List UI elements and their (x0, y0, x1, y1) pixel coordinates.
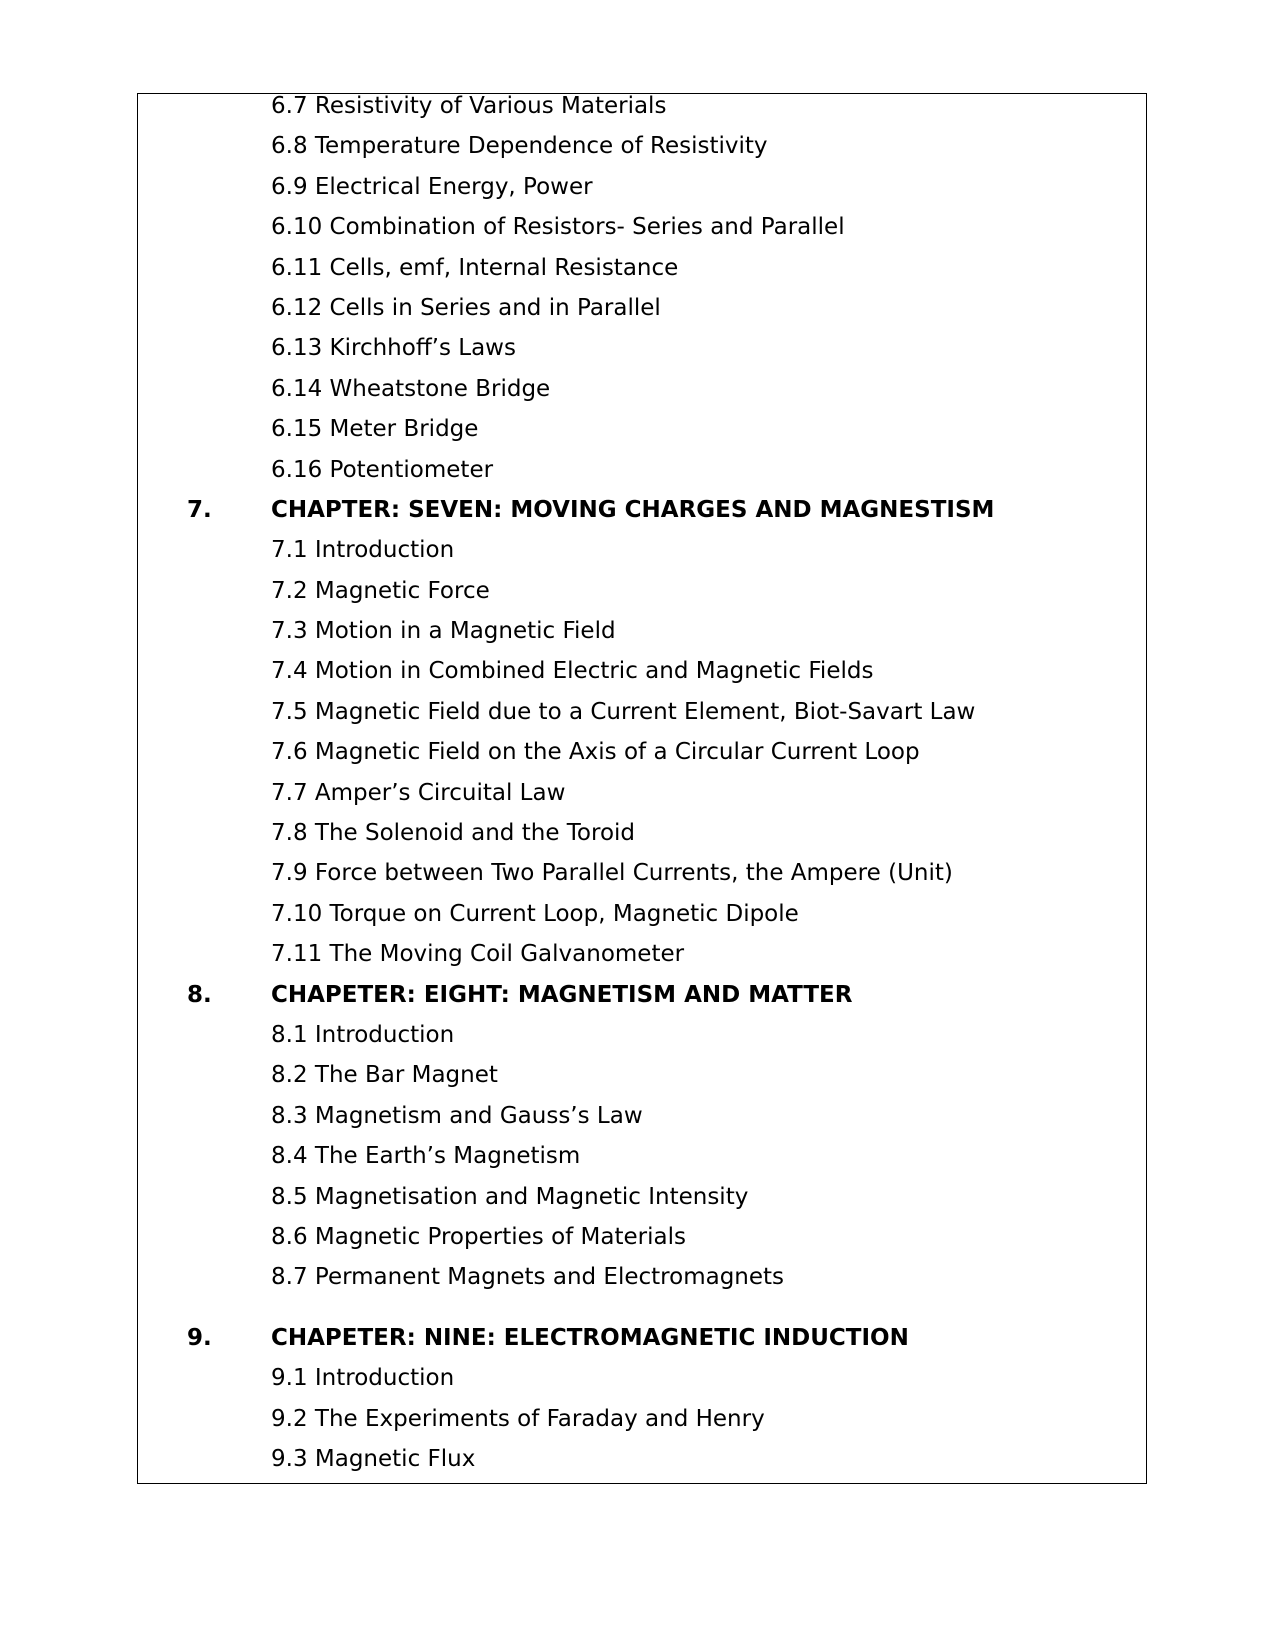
toc-item-text: 6.14 Wheatstone Bridge (271, 375, 551, 402)
toc-item-text: 7.4 Motion in Combined Electric and Magnetic Fields (271, 658, 874, 685)
toc-item-text: 7.8 The Solenoid and the Toroid (271, 820, 636, 847)
toc-item (0, 126, 1275, 166)
toc-item (0, 248, 1275, 288)
chapter-heading (0, 1318, 1275, 1358)
toc-item-text: 7.7 Amper’s Circuital Law (271, 779, 566, 806)
toc-item (0, 692, 1275, 732)
toc-item (0, 409, 1275, 449)
toc-item (0, 450, 1275, 490)
toc-item (0, 207, 1275, 247)
toc-item-text: 7.3 Motion in a Magnetic Field (271, 618, 616, 645)
toc-item (0, 651, 1275, 691)
toc-item-text: 8.5 Magnetisation and Magnetic Intensity (271, 1183, 749, 1210)
toc-item-text: 6.15 Meter Bridge (271, 416, 479, 443)
toc-item (0, 773, 1275, 813)
toc-item (0, 1257, 1275, 1297)
chapter-number: 8. (187, 981, 212, 1008)
toc-item (0, 934, 1275, 974)
toc-item-text: 9.2 The Experiments of Faraday and Henry (271, 1405, 765, 1432)
chapter-number: 9. (187, 1324, 212, 1351)
chapter-heading (0, 975, 1275, 1015)
chapter-title: CHAPTER: SEVEN: MOVING CHARGES AND MAGNESTISM (271, 496, 995, 523)
table-of-contents (0, 86, 1275, 1479)
toc-item (0, 1439, 1275, 1479)
toc-item-text: 6.10 Combination of Resistors- Series and Parallel (271, 214, 845, 241)
toc-item-text: 6.8 Temperature Dependence of Resistivity (271, 133, 768, 160)
toc-item-text: 7.9 Force between Two Parallel Currents, the Ampere (Unit) (271, 860, 953, 887)
toc-item-text: 6.12 Cells in Series and in Parallel (271, 294, 661, 321)
toc-item-text: 8.1 Introduction (271, 1021, 455, 1048)
toc-item-text: 8.6 Magnetic Properties of Materials (271, 1223, 686, 1250)
toc-item (0, 1358, 1275, 1398)
chapter-title: CHAPETER: NINE: ELECTROMAGNETIC INDUCTION (271, 1324, 909, 1351)
toc-item-text: 6.13 Kirchhoff’s Laws (271, 335, 516, 362)
toc-item (0, 894, 1275, 934)
toc-item-text: 7.2 Magnetic Force (271, 577, 490, 604)
toc-item (0, 288, 1275, 328)
toc-item (0, 1136, 1275, 1176)
toc-item-text: 6.9 Electrical Energy, Power (271, 173, 593, 200)
toc-item (0, 1096, 1275, 1136)
toc-item-text: 8.2 The Bar Magnet (271, 1062, 498, 1089)
toc-item-text: 7.11 The Moving Coil Galvanometer (271, 941, 685, 968)
toc-item (0, 167, 1275, 207)
chapter-title: CHAPETER: EIGHT: MAGNETISM AND MATTER (271, 981, 853, 1008)
toc-item-text: 7.10 Torque on Current Loop, Magnetic Dipole (271, 900, 799, 927)
toc-item (0, 1217, 1275, 1257)
toc-item-text: 8.7 Permanent Magnets and Electromagnets (271, 1264, 785, 1291)
toc-item (0, 86, 1275, 126)
toc-item (0, 813, 1275, 853)
chapter-number: 7. (187, 496, 212, 523)
toc-item-text: 6.7 Resistivity of Various Materials (271, 93, 667, 119)
toc-item (0, 732, 1275, 772)
toc-item-text: 8.3 Magnetism and Gauss’s Law (271, 1102, 643, 1129)
toc-item-text: 6.11 Cells, emf, Internal Resistance (271, 254, 679, 281)
toc-item-text: 6.16 Potentiometer (271, 456, 494, 483)
chapter-heading (0, 490, 1275, 530)
toc-item (0, 611, 1275, 651)
toc-item (0, 1055, 1275, 1095)
toc-item (0, 369, 1275, 409)
toc-item-text: 8.4 The Earth’s Magnetism (271, 1143, 581, 1170)
toc-item-text: 9.3 Magnetic Flux (271, 1445, 476, 1472)
toc-item (0, 1015, 1275, 1055)
toc-item-text: 7.6 Magnetic Field on the Axis of a Circular Current Loop (271, 739, 920, 766)
toc-item (0, 1399, 1275, 1439)
toc-item (0, 530, 1275, 570)
toc-item (0, 328, 1275, 368)
toc-item-text: 7.5 Magnetic Field due to a Current Element, Biot-Savart Law (271, 698, 976, 725)
toc-item-text: 7.1 Introduction (271, 537, 455, 564)
toc-item (0, 1177, 1275, 1217)
toc-item (0, 853, 1275, 893)
toc-item (0, 571, 1275, 611)
toc-item-text: 9.1 Introduction (271, 1365, 455, 1392)
